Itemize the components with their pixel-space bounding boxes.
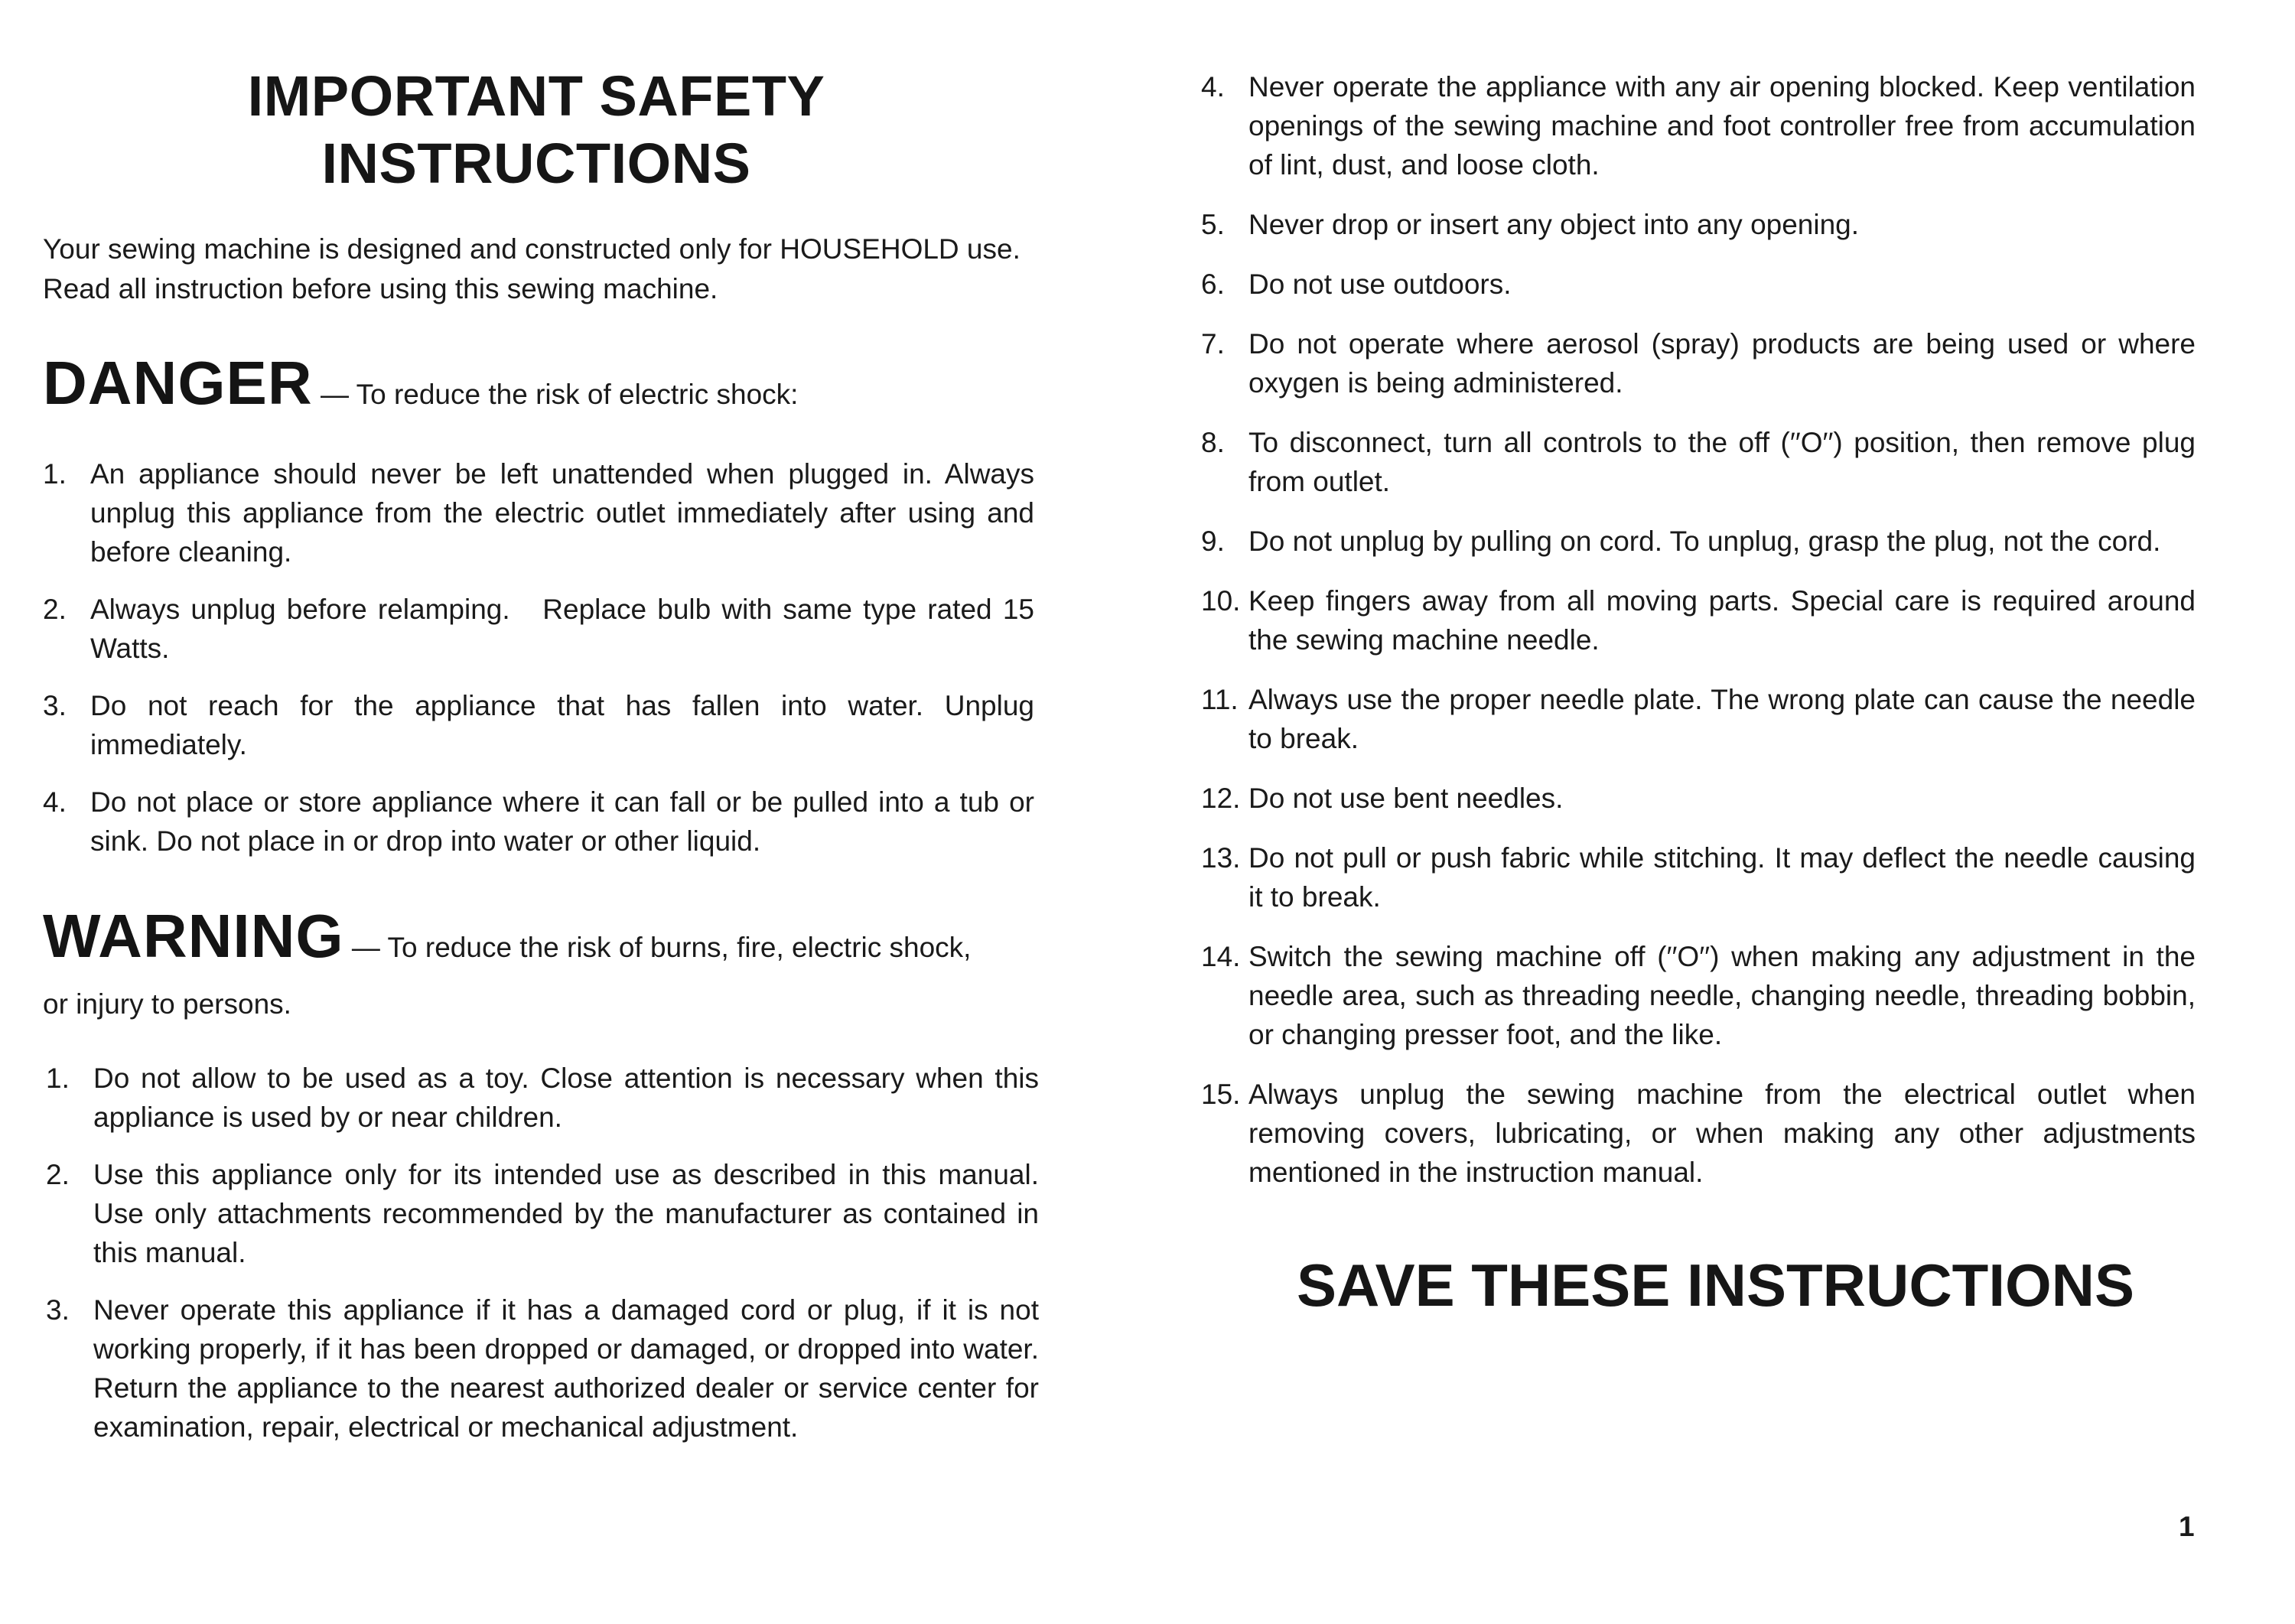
item-number: 8. bbox=[1201, 427, 1225, 458]
item-text: Do not unplug by pulling on cord. To unplug, grasp the plug, not the cord. bbox=[1248, 526, 2161, 557]
list-item bbox=[1201, 680, 2196, 758]
list-item bbox=[1201, 838, 2196, 916]
item-number: 4. bbox=[1201, 71, 1225, 103]
item-text: Never drop or insert any object into any opening. bbox=[1248, 209, 1860, 240]
warning-label: WARNING bbox=[43, 902, 344, 970]
list-item bbox=[1201, 779, 2196, 818]
danger-list bbox=[43, 454, 1043, 879]
item-text: Never operate this appliance if it has a damaged cord or plug, if it is not working properly, if it has been dropped or damaged, or dropped into water. Return the appliance to the nearest authorized dealer or service center for examination, repair, electrical or mechanical adjustment. bbox=[93, 1294, 1039, 1443]
warning-heading bbox=[43, 901, 971, 971]
item-text: An appliance should never be left unattended when plugged in. Always unplug this appliance from the electric outlet immediately after using and before cleaning. bbox=[90, 458, 1034, 568]
item-number: 1. bbox=[46, 1063, 70, 1094]
danger-heading bbox=[43, 348, 798, 418]
item-text: Use this appliance only for its intended use as described in this manual. Use only attachments recommended by the manufacturer as contained in this manual. bbox=[93, 1159, 1039, 1268]
list-item bbox=[1201, 1075, 2196, 1192]
item-text: Do not operate where aerosol (spray) products are being used or where oxygen is being administered. bbox=[1248, 328, 2196, 399]
item-number: 4. bbox=[43, 786, 67, 818]
item-number: 5. bbox=[1201, 209, 1225, 240]
item-number: 12. bbox=[1201, 783, 1241, 814]
save-instructions-heading: SAVE THESE INSTRUCTIONS bbox=[1297, 1251, 2135, 1319]
item-text: Do not allow to be used as a toy. Close attention is necessary when this appliance is used by or near children. bbox=[93, 1063, 1039, 1133]
item-number: 9. bbox=[1201, 526, 1225, 557]
list-item bbox=[1201, 67, 2196, 184]
warning-subtitle: — To reduce the risk of burns, fire, electric shock, bbox=[351, 932, 972, 963]
list-item bbox=[43, 686, 1034, 764]
item-number: 3. bbox=[43, 690, 67, 721]
list-item bbox=[43, 590, 1043, 668]
list-item bbox=[46, 1155, 1039, 1272]
intro-line-2: Read all instruction before using this sewing machine. bbox=[43, 273, 718, 304]
item-text: Switch the sewing machine off (′′O′′) when making any adjustment in the needle area, such as threading needle, changing needle, threading bobbin, or changing presser foot, and the like. bbox=[1248, 941, 2196, 1050]
item-text: Never operate the appliance with any air opening blocked. Keep ventilation openings of the sewing machine and foot controller free from accumulation of lint, dust, and loose cloth. bbox=[1248, 71, 2196, 181]
danger-subtitle: — To reduce the risk of electric shock: bbox=[320, 379, 799, 410]
list-item bbox=[1201, 205, 2196, 244]
item-text: Do not pull or push fabric while stitching. It may deflect the needle causing it to break. bbox=[1248, 842, 2196, 913]
item-text: Do not use outdoors. bbox=[1248, 268, 1512, 300]
warning-list bbox=[46, 1059, 1039, 1465]
item-text: Always use the proper needle plate. The wrong plate can cause the needle to break. bbox=[1248, 684, 2196, 754]
item-number: 13. bbox=[1201, 842, 1241, 874]
item-text: Keep fingers away from all moving parts. Special care is required around the sewing machine needle. bbox=[1248, 585, 2196, 656]
intro-paragraph bbox=[43, 229, 1053, 309]
intro-line-1: Your sewing machine is designed and constructed only for HOUSEHOLD use. bbox=[43, 233, 1021, 265]
item-text: Always unplug before relamping. Replace bulb with same type rated 15 Watts. bbox=[90, 594, 1043, 664]
item-number: 15. bbox=[1201, 1079, 1241, 1110]
item-text: Always unplug the sewing machine from the electrical outlet when removing covers, lubricating, or when making any other adjustments mentioned in the instruction manual. bbox=[1248, 1079, 2196, 1188]
page-number: 1 bbox=[2179, 1511, 2195, 1542]
list-item bbox=[1201, 522, 2196, 561]
list-item bbox=[43, 783, 1034, 861]
item-number: 6. bbox=[1201, 268, 1225, 300]
page-title bbox=[43, 63, 1030, 197]
item-number: 7. bbox=[1201, 328, 1225, 360]
item-text: Do not reach for the appliance that has fallen into water. Unplug immediately. bbox=[90, 690, 1034, 760]
warning-list-continued bbox=[1201, 67, 2196, 1212]
item-text: To disconnect, turn all controls to the off (′′O′′) position, then remove plug from outlet. bbox=[1248, 427, 2196, 497]
title-line-1: IMPORTANT SAFETY bbox=[247, 64, 825, 128]
item-number: 14. bbox=[1201, 941, 1241, 972]
list-item bbox=[1201, 581, 2196, 659]
item-number: 3. bbox=[46, 1294, 70, 1326]
list-item bbox=[1201, 265, 2196, 304]
danger-label: DANGER bbox=[43, 349, 313, 417]
list-item bbox=[1201, 937, 2196, 1054]
list-item bbox=[43, 454, 1034, 571]
item-number: 2. bbox=[46, 1159, 70, 1190]
item-number: 2. bbox=[43, 594, 67, 625]
warning-subtitle-continued: or injury to persons. bbox=[43, 988, 291, 1020]
item-number: 11. bbox=[1201, 684, 1239, 715]
list-item bbox=[46, 1059, 1039, 1137]
item-number: 10. bbox=[1201, 585, 1241, 617]
item-text: Do not place or store appliance where it can fall or be pulled into a tub or sink. Do not place in or drop into water or other liquid. bbox=[90, 786, 1034, 857]
list-item bbox=[1201, 324, 2196, 402]
list-item bbox=[1201, 423, 2196, 501]
item-number: 1. bbox=[43, 458, 67, 490]
item-text: Do not use bent needles. bbox=[1248, 783, 1564, 814]
title-line-2: INSTRUCTIONS bbox=[321, 132, 751, 195]
list-item bbox=[46, 1290, 1039, 1447]
